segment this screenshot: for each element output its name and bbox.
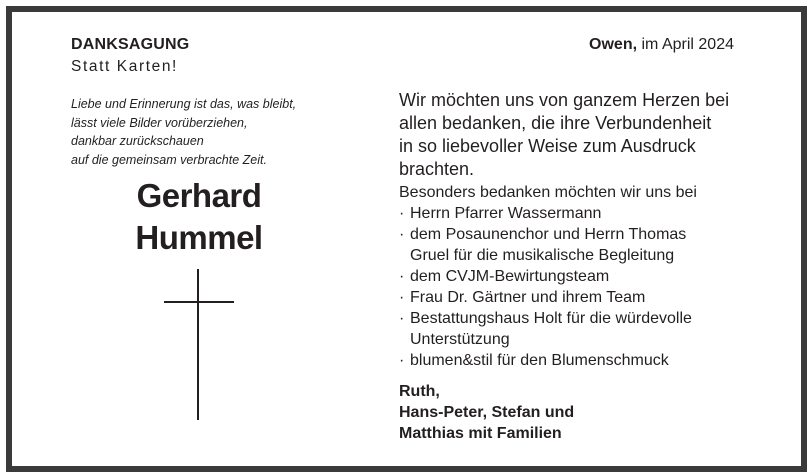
list-item [399,266,697,287]
intro-line: Wir möchten uns von ganzem Herzen bei [399,90,730,110]
deceased-last-name: Hummel [135,219,263,256]
notice-subheading: Statt Karten! [71,58,178,75]
cross-vertical-bar [197,269,199,420]
date: im April 2024 [641,36,734,53]
list-item-text: Herrn Pfarrer Wassermann [410,205,602,222]
intro-line: in so liebevoller Weise zum Ausdruck [399,136,696,156]
signoff-line: Matthias mit Familien [399,425,562,442]
place-date [400,36,734,54]
notice-heading: DANKSAGUNG [71,36,190,53]
thanks-intro [399,89,729,181]
quote-line: dankbar zurückschauen [71,134,204,148]
bullet-icon: · [399,268,405,285]
signoff-line: Hans-Peter, Stefan und [399,404,575,421]
family-signoff [399,381,574,444]
thanks-lead: Besonders bedanken möchten wir uns bei [399,184,697,201]
quote-line: Liebe und Erinnerung ist das, was bleibt, [71,97,297,111]
intro-line: brachten. [399,159,475,179]
list-item-text: Unterstützung [410,331,510,348]
bullet-icon: · [399,289,405,306]
intro-line: allen bedanken, die ihre Verbundenheit [399,113,712,133]
list-item [399,308,697,350]
list-item [399,203,697,224]
thanks-list [399,182,697,371]
list-item-text: Gruel für die musikalische Begleitung [410,247,675,264]
bullet-icon: · [399,310,405,327]
bullet-icon: · [399,352,405,369]
memorial-quote [71,95,296,169]
quote-line: auf die gemeinsam verbrachte Zeit. [71,152,267,167]
signoff-line: Ruth, [399,383,440,400]
list-item-text: Frau Dr. Gärtner und ihrem Team [410,289,646,306]
deceased-first-name: Gerhard [136,177,262,214]
list-item-text: dem Posaunenchor und Herrn Thomas [410,226,687,243]
quote-line: lässt viele Bilder vorüberziehen, [71,115,248,130]
list-item [399,350,697,371]
list-item [399,224,697,266]
list-item-text: dem CVJM-Bewirtungsteam [410,268,610,285]
bullet-icon: · [399,226,405,243]
place: Owen, [589,36,638,53]
list-item [399,287,697,308]
deceased-name [71,175,327,259]
cross-horizontal-bar [164,301,234,303]
list-item-text: Bestattungshaus Holt für die würdevolle [410,310,692,327]
list-item-text: blumen&stil für den Blumenschmuck [410,352,669,369]
bullet-icon: · [399,205,405,222]
